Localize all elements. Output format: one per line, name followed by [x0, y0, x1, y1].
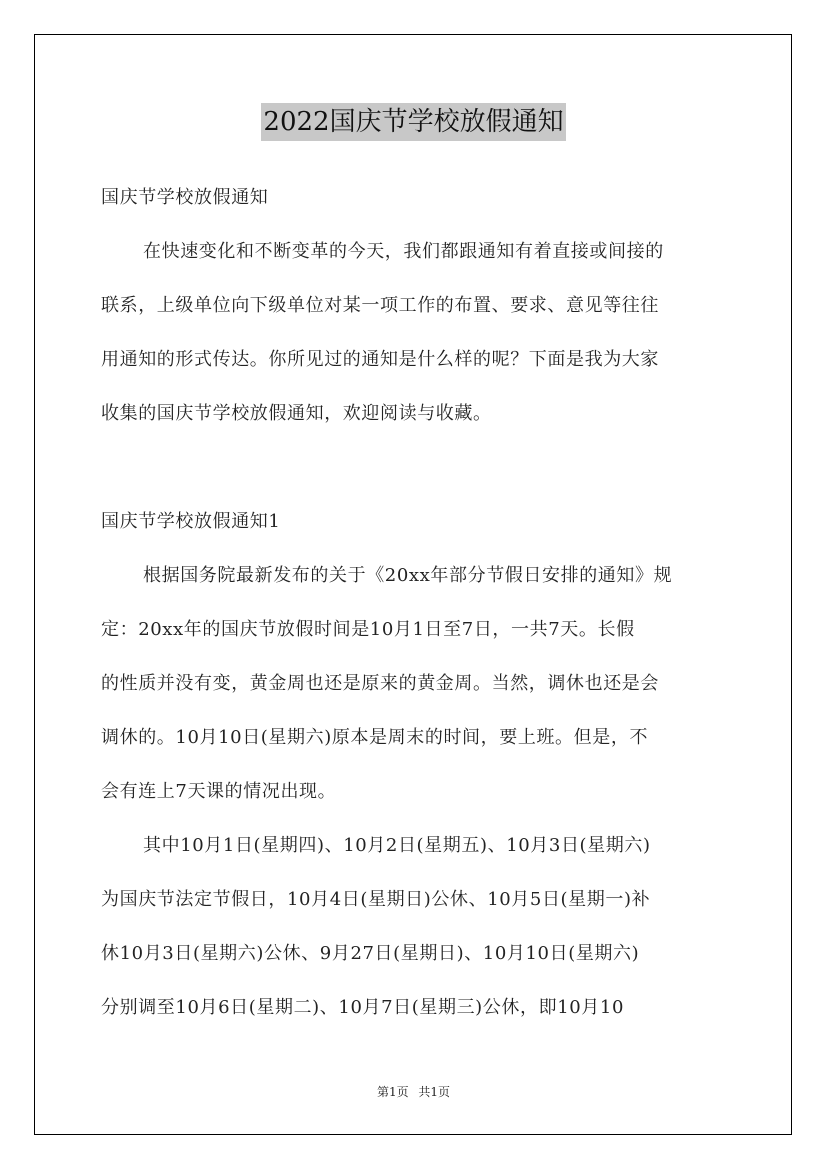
- intro-line-3: 用通知的形式传达。你所见过的通知是什么样的呢？下面是我为大家: [101, 349, 659, 370]
- section1-para1-line-3: 的性质并没有变，黄金周也还是原来的黄金周。当然，调休也还是会: [101, 673, 659, 694]
- document-body: [101, 171, 731, 1035]
- page-number: 第1页: [376, 1085, 409, 1099]
- section1-para1-line-5: 会有连上7天课的情况出现。: [101, 781, 337, 802]
- document-subtitle: 国庆节学校放假通知: [101, 187, 269, 208]
- paragraph-gap: [101, 441, 731, 495]
- section1-para1-line-4: 调休的。10月10日(星期六)原本是周末的时间，要上班。但是，不: [101, 727, 649, 748]
- section1-para2-line-4: 分别调至10月6日(星期二)、10月7日(星期三)公休，即10月10: [101, 997, 625, 1018]
- section1-para2-line-3: 休10月3日(星期六)公休、9月27日(星期日)、10月10日(星期六): [101, 943, 640, 964]
- title-container: [0, 103, 827, 141]
- intro-line-2: 联系，上级单位向下级单位对某一项工作的布置、要求、意见等往往: [101, 295, 659, 316]
- page-total: 共1页: [418, 1085, 451, 1099]
- section1-heading: 国庆节学校放假通知1: [101, 511, 281, 532]
- intro-line-1: 在快速变化和不断变革的今天，我们都跟通知有着直接或间接的: [143, 241, 664, 262]
- section1-para2-line-2: 为国庆节法定节假日，10月4日(星期日)公休、10月5日(星期一)补: [101, 889, 651, 910]
- intro-line-4: 收集的国庆节学校放假通知，欢迎阅读与收藏。: [101, 403, 492, 424]
- section1-para1-line-2: 定：20xx年的国庆节放假时间是10月1日至7日，一共7天。长假: [101, 619, 635, 640]
- section1-para1-line-1: 根据国务院最新发布的关于《20xx年部分节假日安排的通知》规: [143, 565, 673, 586]
- section1-para2-line-1: 其中10月1日(星期四)、10月2日(星期五)、10月3日(星期六): [143, 835, 651, 856]
- document-title: 2022国庆节学校放假通知: [261, 103, 565, 141]
- page-footer: [0, 1083, 827, 1100]
